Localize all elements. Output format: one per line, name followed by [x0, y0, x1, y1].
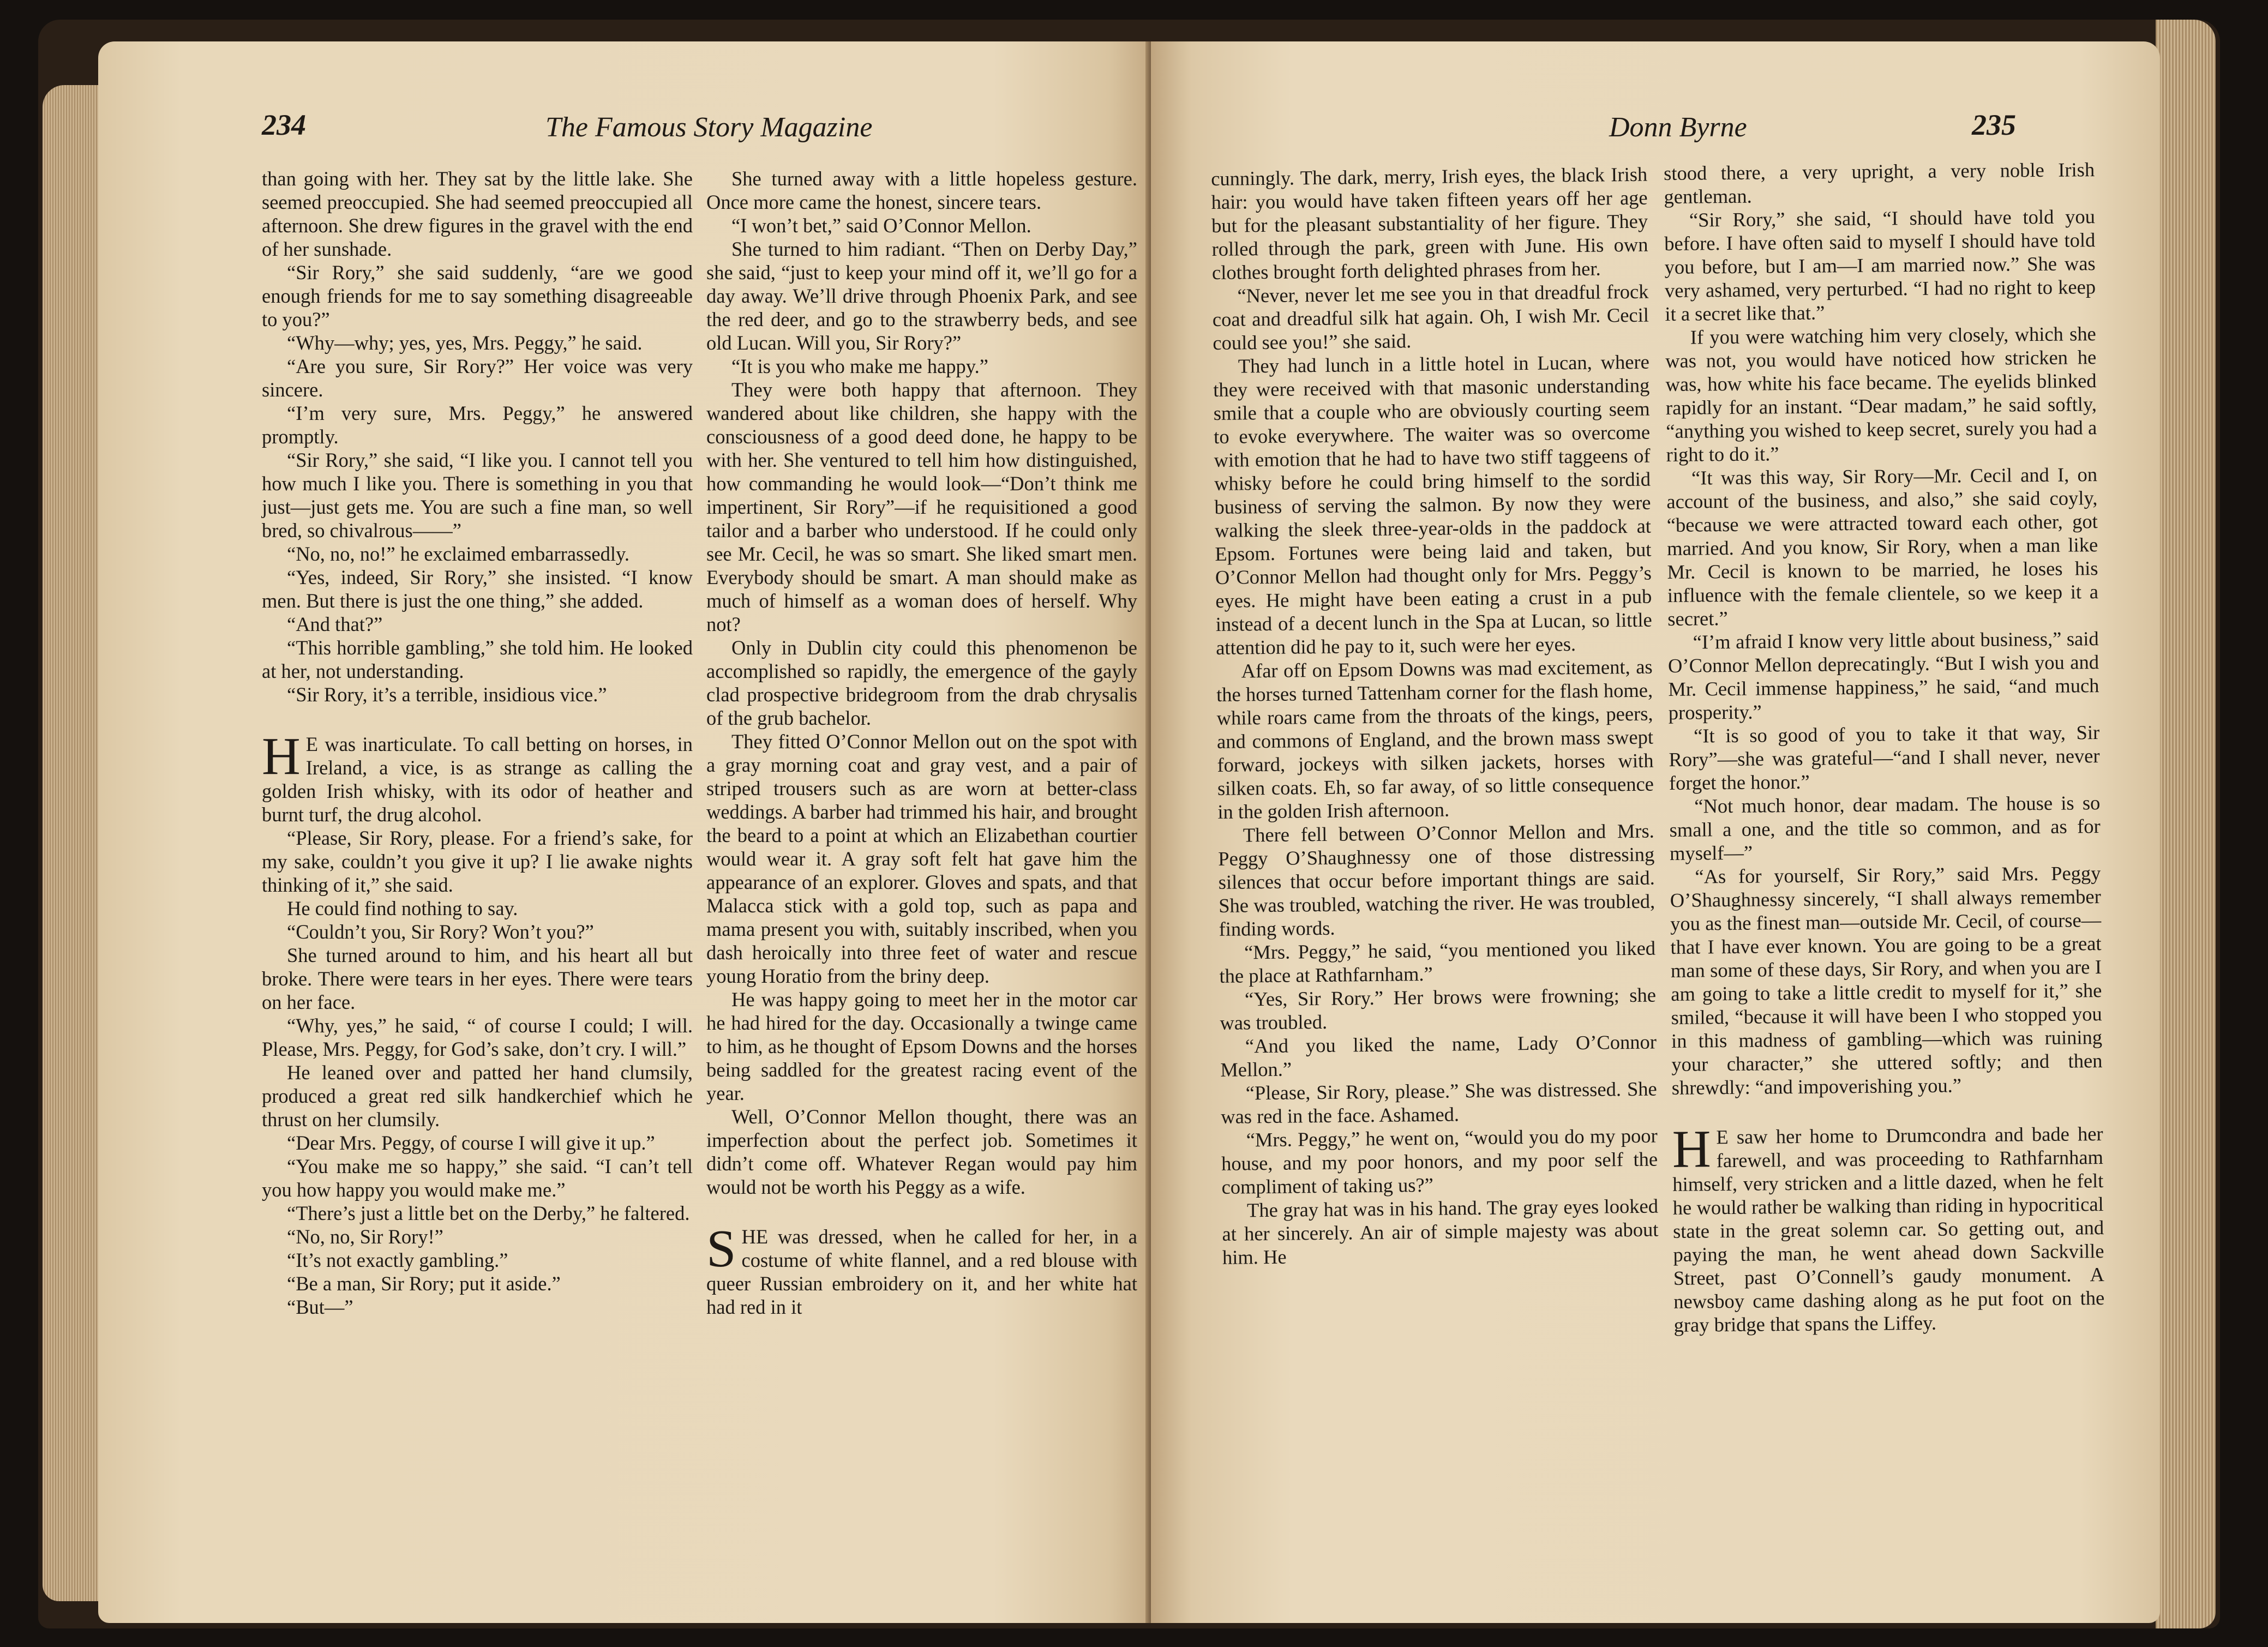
paragraph-text: “No, no, Sir Rory!”: [287, 1225, 443, 1248]
paragraph: [1221, 1077, 1658, 1128]
paragraph: [1211, 163, 1648, 284]
paragraph-text: The gray hat was in his hand. The gray eyes looked at her sincerely. An air of simple majesty was about him. He: [1222, 1194, 1659, 1269]
paragraph: [1220, 1030, 1657, 1081]
paragraph: [262, 566, 693, 612]
left-page-number: 234: [262, 109, 306, 141]
right-page-edges: [2156, 20, 2216, 1628]
paragraph: [706, 1105, 1137, 1199]
paragraph: [706, 730, 1137, 988]
drop-cap: H: [262, 727, 301, 786]
paragraph: [262, 826, 693, 897]
paragraph: [262, 920, 693, 943]
paragraph-text: “Are you sure, Sir Rory?” Her voice was very sincere.: [262, 355, 693, 401]
paragraph-text: “Never, never let me see you in that dreadful frock coat and dreadful silk hat again. Oh, I wish Mr. Cecil could see you!” she said.: [1212, 280, 1649, 354]
paragraph-text: “But—”: [287, 1296, 353, 1318]
paragraph-text: “Mrs. Peggy,” he said, “you mentioned you liked the place at Rathfarnham.”: [1219, 936, 1656, 987]
paragraph-text: “Dear Mrs. Peggy, of course I will give it up.”: [287, 1132, 655, 1154]
paragraph: [262, 943, 693, 1014]
paragraph: [706, 988, 1137, 1105]
paragraph: [706, 636, 1137, 730]
paragraph-text: They fitted O’Connor Mellon out on the spot with a gray morning coat and gray vest, and a pair of striped trousers such as are worn at better-class weddings. A barber had trimmed his hair, and brought the beard to a point at which an Elizabethan courtier would wear it. A gray soft felt hat gave him the appearance of an explorer. Gloves and spats, and that Malacca stick with a gold top, such as papa and mama present you with, suitably inscribed, when you dash heroically into three feet of water and rescue young Horatio from the briny deep.: [706, 730, 1137, 987]
right-page-column-2: [1664, 158, 2105, 1337]
paragraph: [262, 1061, 693, 1131]
paragraph: [262, 1014, 693, 1061]
paragraph-text: She turned around to him, and his heart all but broke. There were tears in her eyes. There were tears on her face.: [262, 944, 693, 1013]
paragraph: [706, 237, 1137, 354]
paragraph: [1216, 655, 1654, 824]
paragraph: [706, 354, 1137, 378]
paragraph-text: “Please, Sir Rory, please.” She was distressed. She was red in the face. Ashamed.: [1221, 1077, 1657, 1128]
paragraph: [706, 167, 1137, 214]
paragraph-text: “There’s just a little bet on the Derby,” he faltered.: [287, 1202, 690, 1224]
left-page-column-2: [706, 167, 1137, 1319]
paragraph-text: than going with her. They sat by the little lake. She seemed preoccupied. She had seemed preoccupied all afternoon. She drew figures in the gravel with the end of her sunshade.: [262, 167, 693, 260]
paragraph: [262, 1155, 693, 1201]
paragraph: [262, 727, 693, 826]
paragraph-text: They had lunch in a little hotel in Lucan, where they were received with that masonic understanding smile that a couple who are obviously courting seem to evoke everywhere. The waiter was so overcome with emotion that he had to have two stiff taggeens of whisky before he could bring himself to the sordid business of serving the salmon. By now they were walking the sleek three-year-olds in the paddock at Epsom. Fortunes were being laid and taken, but O’Connor Mellon had thought only for Mrs. Peggy’s eyes. He might have been eating a crust in a pub instead of a decent lunch in the Spa at Lucan, so little attention did he pay to it, such were her eyes.: [1213, 350, 1652, 659]
paragraph: [1669, 791, 2101, 865]
right-page-column-1: [1211, 163, 1659, 1269]
paragraph: [1213, 350, 1653, 659]
paragraph-text: She turned away with a little hopeless gesture. Once more came the honest, sincere tears.: [706, 167, 1137, 213]
paragraph-text: cunningly. The dark, merry, Irish eyes, the black Irish hair: you would have taken fifteen years off her age but for the pleasant substantiality of her figure. They rolled through the park, green with June. His own clothes brought forth delighted phrases from her.: [1211, 163, 1648, 284]
paragraph: [262, 354, 693, 401]
paragraph-text: “And that?”: [287, 613, 383, 635]
paragraph: [1669, 720, 2100, 795]
paragraph: [262, 448, 693, 542]
paragraph: [706, 1219, 1137, 1319]
paragraph: [262, 1272, 693, 1295]
paragraph: [262, 401, 693, 448]
paragraph-text: “Why—why; yes, yes, Mrs. Peggy,” he said.: [287, 332, 643, 354]
paragraph: [1220, 983, 1657, 1035]
paragraph: [262, 683, 693, 706]
paragraph: [1222, 1194, 1659, 1269]
paragraph-text: “Why, yes,” he said, “ of course I could; I will. Please, Mrs. Peggy, for God’s sake, don’t cry. I will.”: [262, 1014, 693, 1060]
paragraph: [262, 261, 693, 331]
drop-cap: S: [706, 1219, 736, 1278]
paragraph-text: HE was dressed, when he called for her, in a costume of white flannel, and a red blouse with queer Russian embroidery on it, and her white hat had red in it: [706, 1225, 1137, 1318]
paragraph: [1218, 819, 1655, 941]
paragraph: [262, 897, 693, 920]
paragraph: [262, 1201, 693, 1225]
paragraph-text: “It’s not exactly gambling.”: [287, 1249, 508, 1271]
paragraph-text: They were both happy that afternoon. They wandered about like children, she happy with the consciousness of a good deed done, he happy to be with her. She ventured to tell him how distinguished, how commanding he would look—“Don’t think me impertinent, Sir Rory”—if he requisitioned a good tailor and a barber who understood. If he could only see Mr. Cecil, he was so smart. She liked smart men. Everybody should be smart. A man should make as much of himself as a woman does of herself. Why not?: [706, 378, 1137, 635]
paragraph-text: “You make me so happy,” she said. “I can’t tell you how happy you would make me.”: [262, 1155, 693, 1201]
paragraph-text: “I’m very sure, Mrs. Peggy,” he answered promptly.: [262, 402, 693, 448]
paragraph-text: If you were watching him very closely, which she was not, you would have noticed how stricken he was, how white his face became. The eyelids blinked rapidly for an instant. “Dear madam,” he said softly, “anything you wished to keep secret, surely you had a right to do it.”: [1665, 322, 2097, 466]
paragraph-text: She turned to him radiant. “Then on Derby Day,” she said, “just to keep your mind off it, we’ll go for a day away. We’ll drive through Phoenix Park, and see the red deer, and go to the strawberry beds, and see old Lucan. Will you, Sir Rory?”: [706, 238, 1137, 354]
paragraph-text: “Yes, Sir Rory.” Her brows were frowning; she was troubled.: [1220, 983, 1657, 1034]
paragraph: [1668, 627, 2099, 724]
paragraph: [1219, 936, 1656, 988]
paragraph-text: “It was this way, Sir Rory—Mr. Cecil and I, on account of the business, and also,” she said coyly, “because we were attracted toward each other, got married. And you know, Sir Rory, when a man like Mr. Cecil is known to be married, he loses his influence with the female clientele, so we keep it a secret.”: [1666, 463, 2099, 630]
paragraph: [262, 1225, 693, 1248]
paragraph: [262, 1295, 693, 1319]
paragraph-text: He was happy going to meet her in the motor car he had hired for the day. Occasionally a twinge came to him, as he thought of Epsom Downs and the horses being saddled for the greatest racing event of the year.: [706, 988, 1137, 1104]
paragraph-text: “Mrs. Peggy,” he went on, “would you do my poor house, and my poor honors, and my poor self the compliment of taking us?”: [1221, 1124, 1658, 1198]
paragraph-text: “It is so good of you to take it that way, Sir Rory”—she was grateful—“and I shall never, never forget the honor.”: [1669, 721, 2100, 794]
paragraph-text: “Please, Sir Rory, please. For a friend’s sake, for my sake, couldn’t you give it up? I lie awake nights thinking of it,” she said.: [262, 827, 693, 896]
right-page-number: 235: [1972, 109, 2016, 141]
paragraph: [706, 214, 1137, 237]
left-page-column-1: [262, 167, 693, 1319]
paragraph-text: Only in Dublin city could this phenomenon be accomplished so rapidly, the emergence of the gayly clad prospective bridegroom from the drab chrysalis of the grub bachelor.: [706, 636, 1137, 729]
paragraph: [262, 636, 693, 683]
paragraph: [1664, 205, 2096, 326]
open-book: [38, 20, 2220, 1628]
paragraph: [1664, 158, 2095, 208]
paragraph: [1221, 1124, 1658, 1199]
paragraph: [1672, 1122, 2104, 1337]
paragraph: [262, 331, 693, 354]
paragraph-text: “Yes, indeed, Sir Rory,” she insisted. “I know men. But there is just the one thing,” she added.: [262, 566, 693, 612]
paragraph-text: “Not much honor, dear madam. The house is so small a one, and the title so common, and as for myself—”: [1669, 791, 2101, 864]
paragraph-text: Afar off on Epsom Downs was mad excitement, as the horses turned Tattenham corner for the flash home, while roars came from the throats of the kings, peers, and commons of England, and the brown mass swept forward, jockeys with silken jackets, horses with silken coats. Eh, so far away, of so little consequence in the golden Irish afternoon.: [1216, 655, 1654, 823]
paragraph-text: He leaned over and patted her hand clumsily, produced a great red silk handkerchief which he thrust on her clumsily.: [262, 1061, 693, 1131]
paragraph-text: “I won’t bet,” said O’Connor Mellon.: [731, 214, 1031, 237]
paragraph: [1670, 861, 2103, 1099]
paragraph-text: “Sir Rory,” she said, “I like you. I cannot tell you how much I like you. There is something in you that just—just gets me. You are such a fine man, so well bred, so chivalrous——”: [262, 449, 693, 542]
paragraph: [1666, 462, 2099, 630]
paragraph: [706, 378, 1137, 636]
paragraph-text: “No, no, no!” he exclaimed embarrassedly.: [287, 543, 630, 565]
paragraph-text: “It is you who make me happy.”: [731, 355, 988, 377]
right-page: [1151, 41, 2160, 1623]
paragraph-text: “Sir Rory,” she said, “I should have told you before. I have often said to myself I should have told you before, but I am—I am married now.” She was very ashamed, very perturbed. “I had no right to keep it a secret like that.”: [1664, 205, 2096, 325]
paragraph-text: Well, O’Connor Mellon thought, there was an imperfection about the perfect job. Sometimes it didn’t come off. Whatever Regan would pay him would not be worth his Peggy as a wife.: [706, 1105, 1137, 1198]
paragraph-text: “This horrible gambling,” she told him. He looked at her, not understanding.: [262, 636, 693, 682]
paragraph-text: There fell between O’Connor Mellon and Mrs. Peggy O’Shaughnessy one of those distressing silences that occur before important things are said. She was troubled, watching the river. He was troubled, finding words.: [1218, 819, 1655, 940]
right-running-head: Donn Byrne: [1609, 112, 1747, 143]
paragraph: [1212, 280, 1649, 354]
paragraph-text: “I’m afraid I know very little about business,” said O’Connor Mellon deprecatingly. “But I wish you and Mr. Cecil immense happiness,” he said, “and much prosperity.”: [1667, 627, 2099, 724]
paragraph: [262, 167, 693, 261]
paragraph-text: E saw her home to Drumcondra and bade her farewell, and was proceeding to Rathfarnham himself, very stricken and a little dazed, when he felt he would rather be walking than riding in hypocritical state in the great solemn car. So getting out, and paying the man, he went ahead down Sackville Street, past O’Connell’s gaudy monument. A newsboy came dashing along as he put foot on the gray bridge that spans the Liffey.: [1672, 1122, 2105, 1336]
paragraph: [262, 612, 693, 636]
paragraph: [262, 542, 693, 566]
paragraph-text: “Sir Rory,” she said suddenly, “are we good enough friends for me to say something disagreeable to you?”: [262, 261, 693, 330]
paragraph-text: “Couldn’t you, Sir Rory? Won’t you?”: [287, 921, 594, 943]
paragraph-text: stood there, a very upright, a very noble Irish gentleman.: [1664, 158, 2095, 208]
paragraph: [1665, 322, 2097, 466]
paragraph-text: E was inarticulate. To call betting on horses, in Ireland, a vice, is as strange as calling the golden Irish whisky, with its odor of heather and burnt turf, the drug alcohol.: [262, 733, 693, 826]
paragraph: [262, 1131, 693, 1155]
paragraph: [262, 1248, 693, 1272]
left-page: [98, 41, 1151, 1623]
paragraph-text: “Sir Rory, it’s a terrible, insidious vice.”: [287, 683, 607, 706]
drop-cap: H: [1672, 1120, 1712, 1179]
left-running-head: The Famous Story Magazine: [545, 112, 873, 143]
paragraph-text: “As for yourself, Sir Rory,” said Mrs. Peggy O’Shaughnessy sincerely, “I shall always remember you as the finest man—outside Mr. Cecil, of course—that I have ever known. You are going to be a great man some of these days, Sir Rory, and when you are I am going to take a little credit to myself for it,” she smiled, “because it will have been I who stopped you in this madness of gambling—which was ruining your character,” she uttered softly; and then shrewdly: “and impoverishing you.”: [1670, 862, 2103, 1099]
paragraph-text: “Be a man, Sir Rory; put it aside.”: [287, 1272, 561, 1295]
paragraph-text: He could find nothing to say.: [287, 897, 518, 919]
paragraph-text: “And you liked the name, Lady O’Connor Mellon.”: [1220, 1030, 1657, 1081]
